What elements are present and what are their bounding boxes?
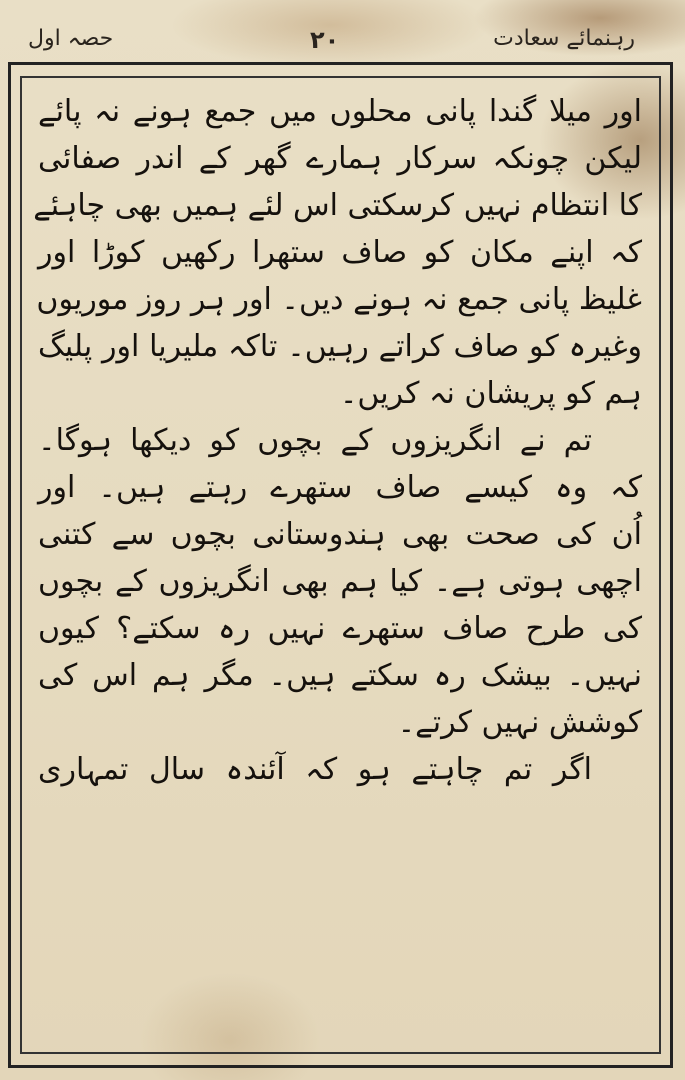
paragraph-start-line: تم نے انگریزوں کے بچوں کو دیکھا ہوگا۔ [38, 423, 592, 458]
text-line: کہ اپنے مکان کو صاف ستھرا رکھیں کوڑا اور [38, 235, 642, 270]
book-title: رہنمائے سعادت [493, 26, 635, 51]
page-number: ۲۰ [310, 26, 340, 54]
text-line: ہم کو پریشان نہ کریں۔ [339, 376, 642, 411]
text-line: اچھی ہوتی ہے۔ کیا ہم بھی انگریزوں کے بچوں [38, 564, 642, 599]
text-line: نہیں۔ بیشک رہ سکتے ہیں۔ مگر ہم اس کی [38, 658, 642, 693]
text-line: کا انتظام نہیں کرسکتی اس لئے ہمیں بھی چاہئے [33, 188, 642, 223]
text-line: کوشش نہیں کرتے۔ [397, 705, 642, 740]
text-line: اور میلا گندا پانی محلوں میں جمع ہونے نہ پائے [38, 94, 642, 129]
text-line: غلیظ پانی جمع نہ ہونے دیں۔ اور ہر روز موریوں [36, 282, 642, 317]
volume-label: حصہ اول [28, 26, 114, 51]
text-line: کہ وہ کیسے صاف ستھرے رہتے ہیں۔ اور [38, 470, 642, 505]
text-line: لیکن چونکہ سرکار ہمارے گھر کے اندر صفائی [38, 141, 642, 176]
paragraph-start-line: اگر تم چاہتے ہو کہ آئندہ سال تمہاری [38, 752, 592, 787]
text-line: وغیرہ کو صاف کراتے رہیں۔ تاکہ ملیریا اور پلیگ [38, 329, 642, 364]
text-line: اُن کی صحت بھی ہندوستانی بچوں سے کتنی [38, 517, 642, 552]
text-line: کی طرح صاف ستھرے نہیں رہ سکتے؟ کیوں [38, 611, 642, 646]
page-header [20, 18, 665, 62]
body-text [32, 88, 648, 1038]
